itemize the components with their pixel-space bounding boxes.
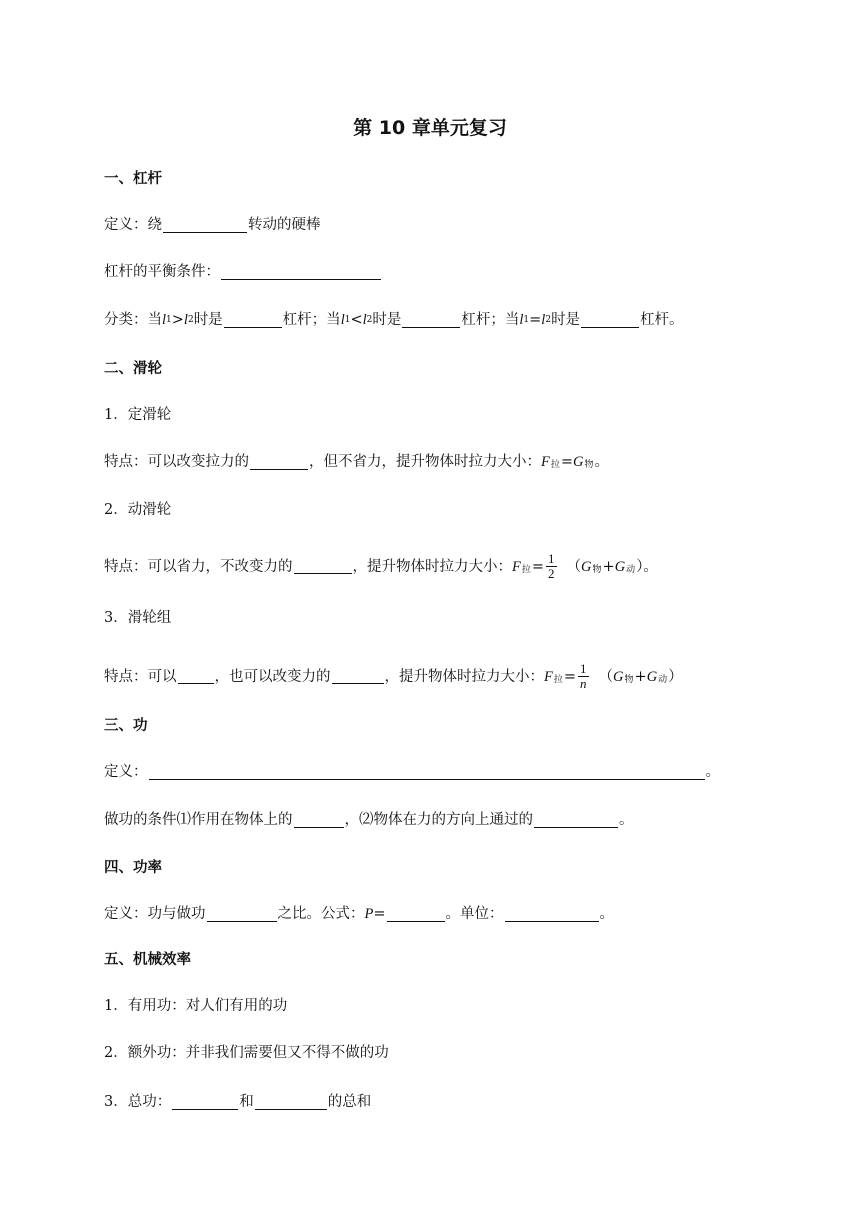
section-heading-pulley: 二、滑轮 [104, 361, 162, 377]
var-F: F [544, 668, 553, 685]
fill-blank[interactable] [294, 813, 344, 828]
fill-blank[interactable] [402, 313, 460, 328]
pulley-block-feature [104, 662, 683, 691]
feature-prefix: 特点：可以改变拉力的 [104, 454, 249, 470]
power-definition [104, 904, 614, 924]
var-l2: l [362, 312, 367, 328]
fill-blank[interactable] [581, 313, 639, 328]
lever-when: 杠杆；当 [461, 312, 520, 328]
paren-close: ）。 [636, 558, 658, 575]
feature-middle: ，但不省力，提升物体时拉力大小： [309, 454, 541, 470]
lever-balance-condition [104, 262, 382, 282]
sub-dong: 动 [658, 674, 668, 685]
fill-blank[interactable] [207, 907, 277, 922]
sub-dong: 动 [626, 564, 636, 575]
fill-blank[interactable] [149, 765, 705, 780]
sub-wu: 物 [624, 674, 634, 685]
fill-blank[interactable] [332, 669, 384, 684]
op-eq: = [531, 558, 545, 575]
fraction-denominator: n [580, 676, 587, 691]
fraction-numerator: 1 [580, 661, 587, 676]
var-G: G [613, 668, 624, 685]
lever-classification [104, 310, 684, 330]
sub-1: 1 [166, 315, 172, 325]
fill-blank[interactable] [255, 1095, 327, 1110]
op-eq: = [373, 906, 386, 922]
sub-1: 1 [523, 315, 530, 325]
fill-blank[interactable] [387, 907, 445, 922]
useful-work-item: 1．有用功：对人们有用的功 [104, 998, 288, 1014]
var-F: F [541, 454, 550, 470]
class-prefix: 分类：当 [104, 312, 162, 328]
paren-open: （ [566, 558, 582, 575]
lever-when: 杠杆；当 [282, 312, 341, 328]
fraction-one-over-n [578, 662, 589, 691]
def-prefix: 定义：功与做功 [104, 906, 206, 922]
paren-close: ） [668, 668, 683, 685]
paren-open: （ [598, 668, 614, 685]
sub-la: 拉 [521, 564, 531, 575]
op-plus: + [634, 668, 647, 685]
movable-pulley-feature [104, 552, 658, 581]
sub-wu: 物 [592, 564, 602, 575]
fill-blank[interactable] [250, 455, 308, 470]
sub-2: 2 [366, 315, 373, 325]
total-prefix: 3．总功： [104, 1094, 172, 1110]
op-gt: > [171, 312, 184, 328]
op-eq: = [563, 668, 577, 685]
period: 。 [619, 812, 634, 828]
fill-blank[interactable] [163, 218, 247, 233]
when-is: 时是 [551, 312, 581, 328]
def-middle: 之比。公式： [277, 906, 365, 922]
work-definition [104, 762, 720, 782]
op-eq: = [560, 454, 574, 470]
fill-blank[interactable] [534, 813, 618, 828]
period: 。 [599, 906, 615, 922]
var-l1: l [519, 312, 524, 328]
feature-middle: ，提升物体时拉力大小： [352, 558, 512, 575]
feature-prefix: 特点：可以省力，不改变力的 [104, 558, 293, 575]
def-prefix: 定义： [104, 764, 148, 780]
fill-blank[interactable] [178, 669, 214, 684]
fill-blank[interactable] [224, 313, 282, 328]
var-l2: l [541, 312, 546, 328]
op-lt: < [350, 312, 363, 328]
pulley-block-title: 3．滑轮组 [104, 610, 172, 626]
op-plus: + [602, 558, 615, 575]
var-F: F [512, 558, 521, 575]
fixed-pulley-feature [104, 452, 609, 472]
fraction-numerator: 1 [548, 551, 555, 566]
var-G: G [573, 454, 584, 470]
var-G: G [646, 668, 658, 685]
section-heading-work: 三、功 [104, 718, 148, 734]
op-eq: = [529, 312, 542, 328]
sub-la: 拉 [553, 674, 563, 685]
feature-middle: ，也可以改变力的 [214, 668, 331, 685]
section-heading-power: 四、功率 [104, 860, 162, 876]
work-conditions [104, 810, 634, 830]
balance-label: 杠杆的平衡条件： [104, 264, 220, 280]
fraction-half [546, 552, 557, 581]
lever-def-suffix: 转动的硬棒 [248, 217, 321, 233]
fill-blank[interactable] [172, 1095, 238, 1110]
total-suffix: 的总和 [327, 1094, 372, 1110]
var-G: G [614, 558, 626, 575]
var-G: G [581, 558, 592, 575]
var-l1: l [340, 312, 345, 328]
var-l1: l [162, 312, 167, 328]
lever-end: 杠杆。 [640, 312, 684, 328]
feature-prefix: 特点：可以 [104, 668, 177, 685]
fill-blank[interactable] [505, 907, 599, 922]
sub-2: 2 [187, 315, 194, 325]
cond-middle: ，⑵物体在力的方向上通过的 [344, 812, 533, 828]
page-title: 第 10 章单元复习 [353, 117, 507, 139]
unit-label: 。单位： [445, 906, 504, 922]
var-l2: l [183, 312, 188, 328]
cond-prefix: 做功的条件⑴作用在物体上的 [104, 812, 293, 828]
sub-wu: 物 [584, 460, 594, 470]
when-is: 时是 [193, 312, 223, 328]
conjunction: 和 [239, 1094, 254, 1110]
total-work-item [104, 1092, 371, 1112]
sub-2: 2 [545, 315, 552, 325]
fill-blank[interactable] [294, 559, 352, 574]
fill-blank[interactable] [221, 265, 381, 280]
fixed-pulley-title: 1．定滑轮 [104, 407, 172, 423]
period: 。 [705, 764, 720, 780]
movable-pulley-title: 2．动滑轮 [104, 502, 172, 518]
lever-def-prefix: 定义：绕 [104, 217, 162, 233]
fraction-denominator: 2 [548, 566, 555, 581]
feature-suffix: ，提升物体时拉力大小： [384, 668, 544, 685]
when-is: 时是 [372, 312, 402, 328]
extra-work-item: 2．额外功：并非我们需要但又不得不做的功 [104, 1045, 389, 1061]
var-P: P [364, 906, 374, 922]
section-heading-lever: 一、杠杆 [104, 171, 162, 187]
period: 。 [594, 454, 610, 470]
lever-definition [104, 215, 321, 235]
section-heading-efficiency: 五、机械效率 [104, 952, 191, 968]
sub-1: 1 [344, 315, 351, 325]
sub-la: 拉 [550, 460, 560, 470]
